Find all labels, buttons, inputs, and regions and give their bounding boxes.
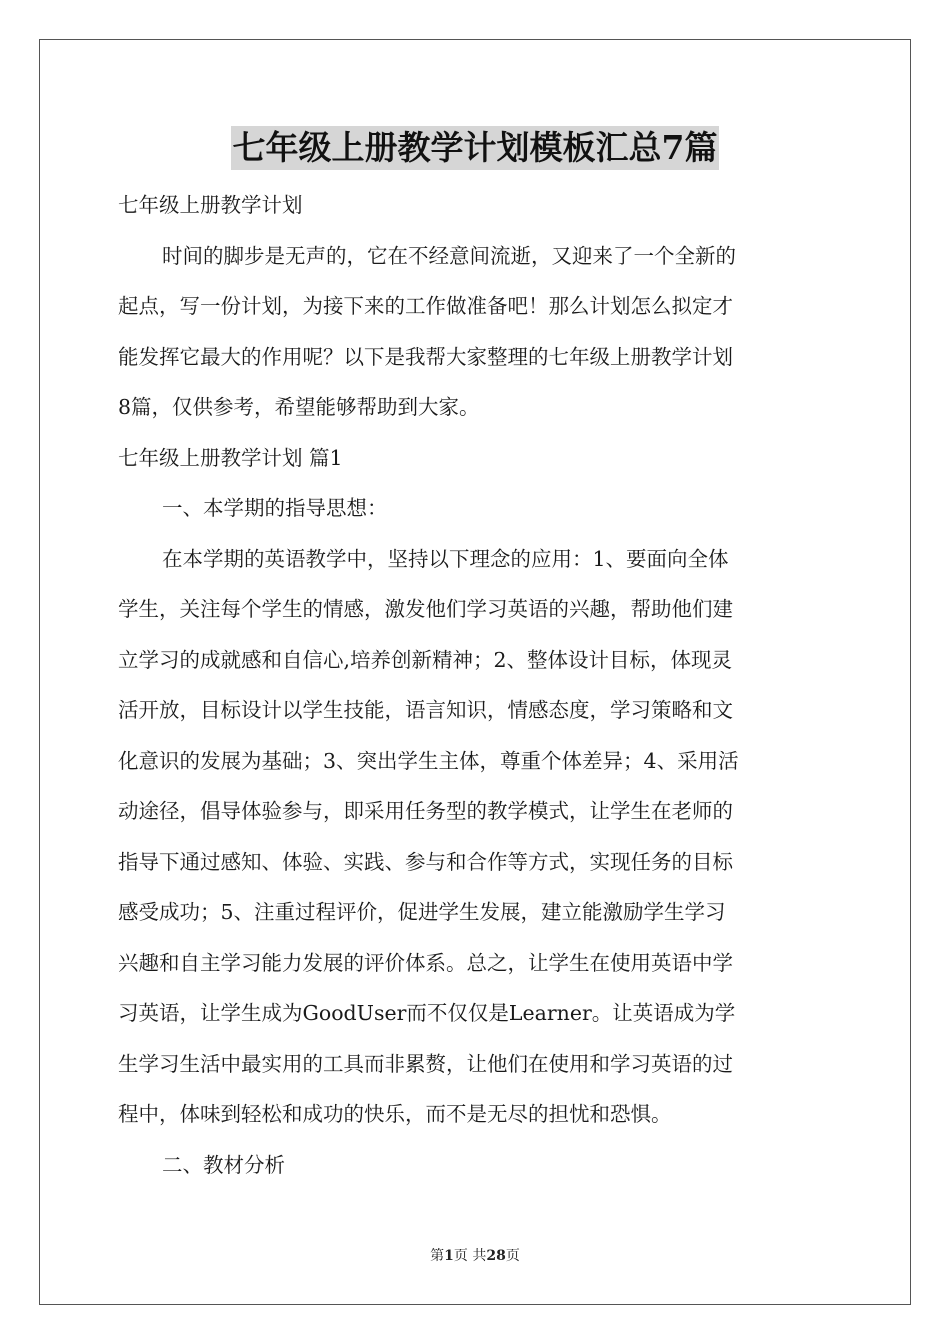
text-line: 感受成功；5、注重过程评价，促进学生发展，建立能激励学生学习 xyxy=(118,900,726,924)
text-line: 程中，体味到轻松和成功的快乐，而不是无尽的担忧和恐惧。 xyxy=(118,1102,672,1126)
footer-page-mid: 页 共 xyxy=(453,1248,487,1264)
text-line: 兴趣和自主学习能力发展的评价体系。总之，让学生在使用英语中学 xyxy=(118,950,733,975)
text-line: 一、本学期的指导思想： xyxy=(162,496,388,520)
text-line: 习英语，让学生成为GoodUser而不仅仅是Learner。让英语成为学 xyxy=(118,1001,736,1025)
text-line: 动途径，倡导体验参与，即采用任务型的教学模式，让学生在老师的 xyxy=(118,799,733,823)
text-line: 时间的脚步是无声的，它在不经意间流逝，又迎来了一个全新的 xyxy=(162,243,736,268)
text-line: 七年级上册教学计划 篇1 xyxy=(118,445,343,470)
text-line: 生学习生活中最实用的工具而非累赘，让他们在使用和学习英语的过 xyxy=(118,1051,733,1076)
text-line: 在本学期的英语教学中，坚持以下理念的应用：1、要面向全体 xyxy=(162,546,729,571)
text-line: 立学习的成就感和自信心,培养创新精神；2、整体设计目标，体现灵 xyxy=(118,647,733,672)
page-footer xyxy=(0,1246,950,1266)
text-line: 二、教材分析 xyxy=(162,1152,285,1177)
text-line: 能发挥它最大的作用呢？以下是我帮大家整理的七年级上册教学计划 xyxy=(118,344,733,369)
document-title: 七年级上册教学计划模板汇总7篇 xyxy=(231,126,720,170)
text-line: 学生，关注每个学生的情感，激发他们学习英语的兴趣，帮助他们建 xyxy=(118,597,733,621)
text-line: 七年级上册教学计划 xyxy=(118,193,303,217)
footer-total-pages: 28 xyxy=(486,1248,506,1264)
footer-page-prefix: 第 xyxy=(430,1248,445,1264)
document-body xyxy=(118,180,834,1190)
text-line: 指导下通过感知、体验、实践、参与和合作等方式，实现任务的目标 xyxy=(118,849,733,874)
text-line: 化意识的发展为基础；3、突出学生主体，尊重个体差异；4、采用活 xyxy=(118,748,739,773)
text-line: 活开放，目标设计以学生技能，语言知识，情感态度，学习策略和文 xyxy=(118,698,733,722)
text-line: 起点，写一份计划，为接下来的工作做准备吧！那么计划怎么拟定才 xyxy=(118,294,733,318)
footer-current-page: 1 xyxy=(444,1248,454,1264)
title-container xyxy=(0,126,950,170)
text-line: 8篇，仅供参考，希望能够帮助到大家。 xyxy=(118,395,480,419)
footer-page-suffix: 页 xyxy=(505,1248,520,1264)
